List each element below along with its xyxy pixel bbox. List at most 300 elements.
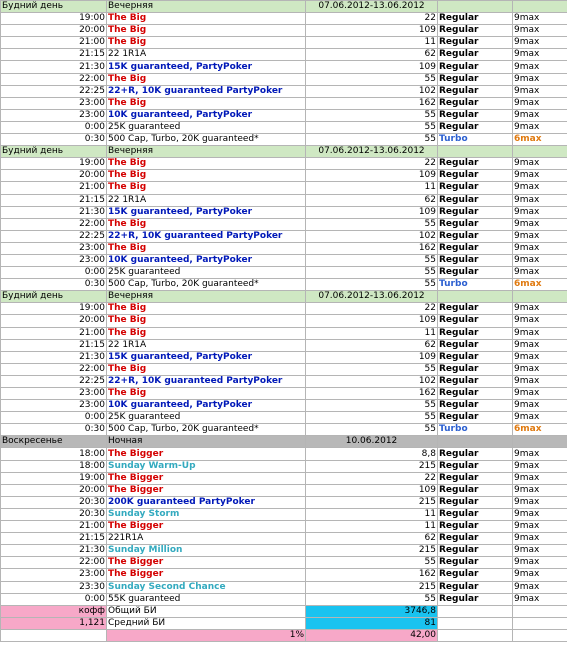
table-size-cell[interactable]: 9max xyxy=(513,569,567,581)
tournament-name-cell[interactable]: The Bigger xyxy=(107,472,306,484)
speed-type-cell[interactable]: Regular xyxy=(438,496,513,508)
buyin-cell[interactable]: 62 xyxy=(306,194,438,206)
time-cell[interactable]: 20:00 xyxy=(1,25,107,37)
tournament-name-cell[interactable]: 500 Cap, Turbo, 20K guaranteed* xyxy=(107,279,306,291)
speed-type-cell[interactable]: Turbo xyxy=(438,279,513,291)
speed-type-cell[interactable]: Regular xyxy=(438,375,513,387)
time-cell[interactable]: 21:30 xyxy=(1,206,107,218)
buyin-cell[interactable]: 55 xyxy=(306,593,438,605)
tournament-name-cell[interactable]: Sunday Warm-Up xyxy=(107,460,306,472)
tournament-name-cell[interactable]: 55K guaranteed xyxy=(107,593,306,605)
time-cell[interactable]: 21:30 xyxy=(1,351,107,363)
buyin-cell[interactable]: 22 xyxy=(306,13,438,25)
tournament-row xyxy=(1,303,567,315)
table-size-cell[interactable]: 6max xyxy=(513,424,567,436)
time-cell[interactable]: 21:30 xyxy=(1,545,107,557)
empty-cell[interactable] xyxy=(513,291,567,303)
buyin-cell[interactable]: 215 xyxy=(306,460,438,472)
time-cell[interactable]: 20:00 xyxy=(1,315,107,327)
buyin-cell[interactable]: 11 xyxy=(306,508,438,520)
speed-type-cell[interactable]: Regular xyxy=(438,593,513,605)
tournament-row xyxy=(1,218,567,230)
tournament-row xyxy=(1,545,567,557)
tournament-name-cell[interactable]: 500 Cap, Turbo, 20K guaranteed* xyxy=(107,424,306,436)
table-size-cell[interactable]: 9max xyxy=(513,170,567,182)
summary-row-total xyxy=(1,605,567,617)
total-label-cell[interactable]: Общий БИ xyxy=(107,605,306,617)
speed-type-cell[interactable]: Regular xyxy=(438,557,513,569)
table-size-cell[interactable]: 9max xyxy=(513,472,567,484)
speed-type-cell[interactable]: Regular xyxy=(438,533,513,545)
buyin-cell[interactable]: 11 xyxy=(306,182,438,194)
time-cell[interactable]: 21:00 xyxy=(1,327,107,339)
tournament-row xyxy=(1,230,567,242)
date-range-cell[interactable]: 07.06.2012-13.06.2012 xyxy=(306,1,438,13)
tournament-row xyxy=(1,279,567,291)
table-size-cell[interactable]: 9max xyxy=(513,363,567,375)
speed-type-cell[interactable]: Regular xyxy=(438,521,513,533)
time-cell[interactable]: 0:00 xyxy=(1,412,107,424)
avg-label-cell[interactable]: Средний БИ xyxy=(107,617,306,629)
table-size-cell[interactable]: 9max xyxy=(513,581,567,593)
speed-type-cell[interactable]: Regular xyxy=(438,73,513,85)
tournament-row xyxy=(1,61,567,73)
tournament-name-cell[interactable]: Sunday Million xyxy=(107,545,306,557)
time-cell[interactable]: 22:00 xyxy=(1,363,107,375)
tournament-name-cell[interactable]: 15K guaranteed, PartyPoker xyxy=(107,61,306,73)
tournament-name-cell[interactable]: 22+R, 10K guaranteed PartyPoker xyxy=(107,230,306,242)
tournament-name-cell[interactable]: 200K guaranteed PartyPoker xyxy=(107,496,306,508)
tournament-row xyxy=(1,194,567,206)
buyin-cell[interactable]: 22 xyxy=(306,472,438,484)
tournament-row xyxy=(1,170,567,182)
time-cell[interactable]: 0:00 xyxy=(1,121,107,133)
buyin-cell[interactable]: 55 xyxy=(306,400,438,412)
schedule-body xyxy=(1,1,567,642)
table-size-cell[interactable]: 9max xyxy=(513,73,567,85)
tournament-row xyxy=(1,49,567,61)
time-cell[interactable]: 21:15 xyxy=(1,49,107,61)
time-cell[interactable]: 23:30 xyxy=(1,581,107,593)
time-cell[interactable]: 21:15 xyxy=(1,533,107,545)
speed-type-cell[interactable]: Regular xyxy=(438,49,513,61)
table-size-cell[interactable]: 9max xyxy=(513,267,567,279)
date-range-cell[interactable]: 10.06.2012 xyxy=(306,436,438,448)
time-cell[interactable]: 23:00 xyxy=(1,242,107,254)
empty-cell[interactable] xyxy=(513,605,567,617)
day-type-cell[interactable]: Воскресенье xyxy=(1,436,107,448)
table-size-cell[interactable]: 9max xyxy=(513,388,567,400)
buyin-cell[interactable]: 55 xyxy=(306,279,438,291)
buyin-cell[interactable]: 11 xyxy=(306,327,438,339)
table-size-cell[interactable]: 9max xyxy=(513,412,567,424)
block-header-row xyxy=(1,146,567,158)
table-size-cell[interactable]: 9max xyxy=(513,400,567,412)
buyin-cell[interactable]: 55 xyxy=(306,73,438,85)
table-size-cell[interactable]: 6max xyxy=(513,134,567,146)
time-cell[interactable]: 21:30 xyxy=(1,61,107,73)
tournament-name-cell[interactable]: 25K guaranteed xyxy=(107,121,306,133)
tournament-name-cell[interactable]: The Big xyxy=(107,73,306,85)
tournament-row xyxy=(1,158,567,170)
tournament-name-cell[interactable]: The Big xyxy=(107,242,306,254)
buyin-cell[interactable]: 109 xyxy=(306,206,438,218)
speed-type-cell[interactable]: Regular xyxy=(438,508,513,520)
day-type-cell[interactable]: Будний день xyxy=(1,146,107,158)
table-size-cell[interactable]: 9max xyxy=(513,303,567,315)
speed-type-cell[interactable]: Turbo xyxy=(438,424,513,436)
speed-type-cell[interactable]: Turbo xyxy=(438,134,513,146)
empty-cell[interactable] xyxy=(438,605,513,617)
speed-type-cell[interactable]: Regular xyxy=(438,121,513,133)
tournament-row xyxy=(1,242,567,254)
speed-type-cell[interactable]: Regular xyxy=(438,254,513,266)
buyin-cell[interactable]: 215 xyxy=(306,581,438,593)
tournament-row xyxy=(1,85,567,97)
tournament-name-cell[interactable]: 500 Cap, Turbo, 20K guaranteed* xyxy=(107,134,306,146)
speed-type-cell[interactable]: Regular xyxy=(438,569,513,581)
table-size-cell[interactable]: 9max xyxy=(513,460,567,472)
speed-type-cell[interactable]: Regular xyxy=(438,206,513,218)
time-cell[interactable]: 22:25 xyxy=(1,375,107,387)
tournament-name-cell[interactable]: The Big xyxy=(107,97,306,109)
tournament-row xyxy=(1,315,567,327)
tournament-row xyxy=(1,267,567,279)
table-size-cell[interactable]: 9max xyxy=(513,37,567,49)
speed-type-cell[interactable]: Regular xyxy=(438,460,513,472)
speed-type-cell[interactable]: Regular xyxy=(438,363,513,375)
speed-type-cell[interactable]: Regular xyxy=(438,315,513,327)
time-cell[interactable]: 0:30 xyxy=(1,424,107,436)
tournament-name-cell[interactable]: 15K guaranteed, PartyPoker xyxy=(107,351,306,363)
tournament-name-cell[interactable]: The Big xyxy=(107,170,306,182)
time-cell[interactable]: 20:30 xyxy=(1,496,107,508)
table-size-cell[interactable]: 9max xyxy=(513,85,567,97)
buyin-cell[interactable]: 55 xyxy=(306,267,438,279)
table-size-cell[interactable]: 9max xyxy=(513,254,567,266)
table-size-cell[interactable]: 9max xyxy=(513,206,567,218)
block-header-row xyxy=(1,291,567,303)
tournament-row xyxy=(1,254,567,266)
tournament-name-cell[interactable]: The Bigger xyxy=(107,448,306,460)
time-cell[interactable]: 21:00 xyxy=(1,37,107,49)
speed-type-cell[interactable]: Regular xyxy=(438,230,513,242)
tournament-row xyxy=(1,109,567,121)
tournament-name-cell[interactable]: 10K guaranteed, PartyPoker xyxy=(107,254,306,266)
time-cell[interactable]: 18:00 xyxy=(1,448,107,460)
table-size-cell[interactable]: 9max xyxy=(513,557,567,569)
day-type-cell[interactable]: Будний день xyxy=(1,1,107,13)
empty-cell[interactable] xyxy=(1,629,107,641)
tournament-row xyxy=(1,375,567,387)
speed-type-cell[interactable]: Regular xyxy=(438,13,513,25)
date-range-cell[interactable]: 07.06.2012-13.06.2012 xyxy=(306,146,438,158)
buyin-cell[interactable]: 11 xyxy=(306,521,438,533)
tournament-name-cell[interactable]: The Bigger xyxy=(107,521,306,533)
time-cell[interactable]: 21:00 xyxy=(1,182,107,194)
tournament-name-cell[interactable]: The Big xyxy=(107,218,306,230)
table-size-cell[interactable]: 9max xyxy=(513,13,567,25)
time-cell[interactable]: 0:30 xyxy=(1,279,107,291)
empty-cell[interactable] xyxy=(513,629,567,641)
time-cell[interactable]: 19:00 xyxy=(1,158,107,170)
buyin-cell[interactable]: 22 xyxy=(306,303,438,315)
koff-label-cell[interactable]: кофф xyxy=(1,605,107,617)
empty-cell[interactable] xyxy=(438,629,513,641)
table-size-cell[interactable]: 9max xyxy=(513,484,567,496)
table-size-cell[interactable]: 9max xyxy=(513,49,567,61)
koff-value-cell[interactable]: 1,121 xyxy=(1,617,107,629)
buyin-cell[interactable]: 8,8 xyxy=(306,448,438,460)
tournament-name-cell[interactable]: The Big xyxy=(107,25,306,37)
speed-type-cell[interactable]: Regular xyxy=(438,182,513,194)
tournament-name-cell[interactable]: The Big xyxy=(107,388,306,400)
time-cell[interactable]: 22:00 xyxy=(1,557,107,569)
speed-type-cell[interactable]: Regular xyxy=(438,158,513,170)
tournament-row xyxy=(1,400,567,412)
table-size-cell[interactable]: 9max xyxy=(513,61,567,73)
tournament-name-cell[interactable]: 10K guaranteed, PartyPoker xyxy=(107,109,306,121)
tournament-row xyxy=(1,339,567,351)
empty-cell[interactable] xyxy=(438,291,513,303)
table-size-cell[interactable]: 9max xyxy=(513,218,567,230)
buyin-cell[interactable]: 11 xyxy=(306,37,438,49)
buyin-cell[interactable]: 55 xyxy=(306,254,438,266)
buyin-cell[interactable]: 62 xyxy=(306,339,438,351)
time-cell[interactable]: 18:00 xyxy=(1,460,107,472)
time-cell[interactable]: 21:15 xyxy=(1,339,107,351)
tournament-name-cell[interactable]: The Big xyxy=(107,327,306,339)
total-value-cell[interactable]: 3746,8 xyxy=(306,605,438,617)
buyin-cell[interactable]: 162 xyxy=(306,388,438,400)
buyin-cell[interactable]: 102 xyxy=(306,230,438,242)
buyin-cell[interactable]: 109 xyxy=(306,351,438,363)
table-size-cell[interactable]: 9max xyxy=(513,121,567,133)
speed-type-cell[interactable]: Regular xyxy=(438,327,513,339)
empty-cell[interactable] xyxy=(438,617,513,629)
time-cell[interactable]: 0:30 xyxy=(1,134,107,146)
speed-type-cell[interactable]: Regular xyxy=(438,339,513,351)
buyin-cell[interactable]: 55 xyxy=(306,363,438,375)
tournament-row xyxy=(1,484,567,496)
time-cell[interactable]: 19:00 xyxy=(1,303,107,315)
buyin-cell[interactable]: 55 xyxy=(306,424,438,436)
table-size-cell[interactable]: 9max xyxy=(513,158,567,170)
empty-cell[interactable] xyxy=(438,146,513,158)
speed-type-cell[interactable]: Regular xyxy=(438,388,513,400)
table-size-cell[interactable]: 9max xyxy=(513,351,567,363)
tournament-row xyxy=(1,508,567,520)
buyin-cell[interactable]: 55 xyxy=(306,121,438,133)
time-cell[interactable]: 20:30 xyxy=(1,508,107,520)
tournament-row xyxy=(1,37,567,49)
speed-type-cell[interactable]: Regular xyxy=(438,412,513,424)
time-cell[interactable]: 22:00 xyxy=(1,73,107,85)
table-size-cell[interactable]: 9max xyxy=(513,533,567,545)
block-header-row xyxy=(1,436,567,448)
buyin-cell[interactable]: 55 xyxy=(306,412,438,424)
time-cell[interactable]: 22:25 xyxy=(1,85,107,97)
time-cell[interactable]: 21:15 xyxy=(1,194,107,206)
table-size-cell[interactable]: 9max xyxy=(513,182,567,194)
table-size-cell[interactable]: 9max xyxy=(513,508,567,520)
speed-type-cell[interactable]: Regular xyxy=(438,472,513,484)
empty-cell[interactable] xyxy=(513,1,567,13)
result-value-cell[interactable]: 42,00 xyxy=(306,629,438,641)
tournament-name-cell[interactable]: 25K guaranteed xyxy=(107,412,306,424)
tournament-name-cell[interactable]: The Big xyxy=(107,363,306,375)
time-cell[interactable]: 19:00 xyxy=(1,13,107,25)
time-cell[interactable]: 22:00 xyxy=(1,218,107,230)
tournament-name-cell[interactable]: 221R1A xyxy=(107,533,306,545)
empty-cell[interactable] xyxy=(513,436,567,448)
session-cell[interactable]: Ночная xyxy=(107,436,306,448)
empty-cell[interactable] xyxy=(513,146,567,158)
speed-type-cell[interactable]: Regular xyxy=(438,37,513,49)
speed-type-cell[interactable]: Regular xyxy=(438,484,513,496)
avg-value-cell[interactable]: 81 xyxy=(306,617,438,629)
table-size-cell[interactable]: 9max xyxy=(513,315,567,327)
speed-type-cell[interactable]: Regular xyxy=(438,194,513,206)
tournament-name-cell[interactable]: 15K guaranteed, PartyPoker xyxy=(107,206,306,218)
table-size-cell[interactable]: 9max xyxy=(513,230,567,242)
date-range-cell[interactable]: 07.06.2012-13.06.2012 xyxy=(306,291,438,303)
speed-type-cell[interactable]: Regular xyxy=(438,351,513,363)
time-cell[interactable]: 23:00 xyxy=(1,254,107,266)
speed-type-cell[interactable]: Regular xyxy=(438,581,513,593)
time-cell[interactable]: 23:00 xyxy=(1,569,107,581)
percent-cell[interactable]: 1% xyxy=(107,629,306,641)
session-cell[interactable]: Вечерняя xyxy=(107,1,306,13)
table-size-cell[interactable]: 9max xyxy=(513,339,567,351)
day-type-cell[interactable]: Будний день xyxy=(1,291,107,303)
time-cell[interactable]: 23:00 xyxy=(1,388,107,400)
time-cell[interactable]: 23:00 xyxy=(1,109,107,121)
tournament-row xyxy=(1,533,567,545)
time-cell[interactable]: 23:00 xyxy=(1,97,107,109)
table-size-cell[interactable]: 9max xyxy=(513,97,567,109)
buyin-cell[interactable]: 109 xyxy=(306,315,438,327)
tournament-name-cell[interactable]: Sunday Storm xyxy=(107,508,306,520)
buyin-cell[interactable]: 109 xyxy=(306,61,438,73)
tournament-row xyxy=(1,13,567,25)
time-cell[interactable]: 19:00 xyxy=(1,472,107,484)
speed-type-cell[interactable]: Regular xyxy=(438,25,513,37)
tournament-name-cell[interactable]: The Bigger xyxy=(107,484,306,496)
session-cell[interactable]: Вечерняя xyxy=(107,146,306,158)
time-cell[interactable]: 0:00 xyxy=(1,593,107,605)
tournament-name-cell[interactable]: 22+R, 10K guaranteed PartyPoker xyxy=(107,85,306,97)
buyin-cell[interactable]: 215 xyxy=(306,496,438,508)
time-cell[interactable]: 21:00 xyxy=(1,521,107,533)
tournament-name-cell[interactable]: Sunday Second Chance xyxy=(107,581,306,593)
tournament-name-cell[interactable]: The Big xyxy=(107,315,306,327)
speed-type-cell[interactable]: Regular xyxy=(438,545,513,557)
table-size-cell[interactable]: 9max xyxy=(513,194,567,206)
speed-type-cell[interactable]: Regular xyxy=(438,170,513,182)
tournament-row xyxy=(1,412,567,424)
time-cell[interactable]: 22:25 xyxy=(1,230,107,242)
table-size-cell[interactable]: 9max xyxy=(513,521,567,533)
buyin-cell[interactable]: 62 xyxy=(306,49,438,61)
tournament-name-cell[interactable]: 22 1R1A xyxy=(107,49,306,61)
speed-type-cell[interactable]: Regular xyxy=(438,218,513,230)
buyin-cell[interactable]: 55 xyxy=(306,557,438,569)
tournament-name-cell[interactable]: 22+R, 10K guaranteed PartyPoker xyxy=(107,375,306,387)
speed-type-cell[interactable]: Regular xyxy=(438,109,513,121)
tournament-name-cell[interactable]: The Big xyxy=(107,158,306,170)
buyin-cell[interactable]: 55 xyxy=(306,134,438,146)
buyin-cell[interactable]: 55 xyxy=(306,109,438,121)
speed-type-cell[interactable]: Regular xyxy=(438,448,513,460)
tournament-name-cell[interactable]: The Big xyxy=(107,303,306,315)
summary-row-average xyxy=(1,617,567,629)
empty-cell[interactable] xyxy=(513,617,567,629)
table-size-cell[interactable]: 9max xyxy=(513,242,567,254)
tournament-name-cell[interactable]: The Big xyxy=(107,13,306,25)
tournament-name-cell[interactable]: The Bigger xyxy=(107,557,306,569)
buyin-cell[interactable]: 162 xyxy=(306,242,438,254)
speed-type-cell[interactable]: Regular xyxy=(438,303,513,315)
buyin-cell[interactable]: 62 xyxy=(306,533,438,545)
tournament-name-cell[interactable]: The Bigger xyxy=(107,569,306,581)
time-cell[interactable]: 20:00 xyxy=(1,484,107,496)
buyin-cell[interactable]: 162 xyxy=(306,97,438,109)
tournament-name-cell[interactable]: The Big xyxy=(107,37,306,49)
table-size-cell[interactable]: 9max xyxy=(513,496,567,508)
buyin-cell[interactable]: 22 xyxy=(306,158,438,170)
table-size-cell[interactable]: 9max xyxy=(513,593,567,605)
buyin-cell[interactable]: 102 xyxy=(306,375,438,387)
buyin-cell[interactable]: 109 xyxy=(306,484,438,496)
tournament-name-cell[interactable]: 22 1R1A xyxy=(107,194,306,206)
speed-type-cell[interactable]: Regular xyxy=(438,97,513,109)
table-size-cell[interactable]: 9max xyxy=(513,109,567,121)
tournament-row xyxy=(1,351,567,363)
speed-type-cell[interactable]: Regular xyxy=(438,400,513,412)
time-cell[interactable]: 20:00 xyxy=(1,170,107,182)
table-size-cell[interactable]: 9max xyxy=(513,327,567,339)
time-cell[interactable]: 0:00 xyxy=(1,267,107,279)
speed-type-cell[interactable]: Regular xyxy=(438,267,513,279)
table-size-cell[interactable]: 9max xyxy=(513,545,567,557)
tournament-row xyxy=(1,472,567,484)
tournament-name-cell[interactable]: The Big xyxy=(107,182,306,194)
table-size-cell[interactable]: 9max xyxy=(513,375,567,387)
buyin-cell[interactable]: 162 xyxy=(306,569,438,581)
empty-cell[interactable] xyxy=(438,436,513,448)
table-size-cell[interactable]: 9max xyxy=(513,25,567,37)
tournament-name-cell[interactable]: 10K guaranteed, PartyPoker xyxy=(107,400,306,412)
empty-cell[interactable] xyxy=(438,1,513,13)
buyin-cell[interactable]: 109 xyxy=(306,25,438,37)
session-cell[interactable]: Вечерняя xyxy=(107,291,306,303)
table-size-cell[interactable]: 9max xyxy=(513,448,567,460)
tournament-row xyxy=(1,569,567,581)
buyin-cell[interactable]: 55 xyxy=(306,218,438,230)
tournament-name-cell[interactable]: 25K guaranteed xyxy=(107,267,306,279)
buyin-cell[interactable]: 215 xyxy=(306,545,438,557)
time-cell[interactable]: 23:00 xyxy=(1,400,107,412)
speed-type-cell[interactable]: Regular xyxy=(438,61,513,73)
buyin-cell[interactable]: 109 xyxy=(306,170,438,182)
speed-type-cell[interactable]: Regular xyxy=(438,85,513,97)
tournament-row xyxy=(1,121,567,133)
speed-type-cell[interactable]: Regular xyxy=(438,242,513,254)
table-size-cell[interactable]: 6max xyxy=(513,279,567,291)
buyin-cell[interactable]: 102 xyxy=(306,85,438,97)
tournament-name-cell[interactable]: 22 1R1A xyxy=(107,339,306,351)
